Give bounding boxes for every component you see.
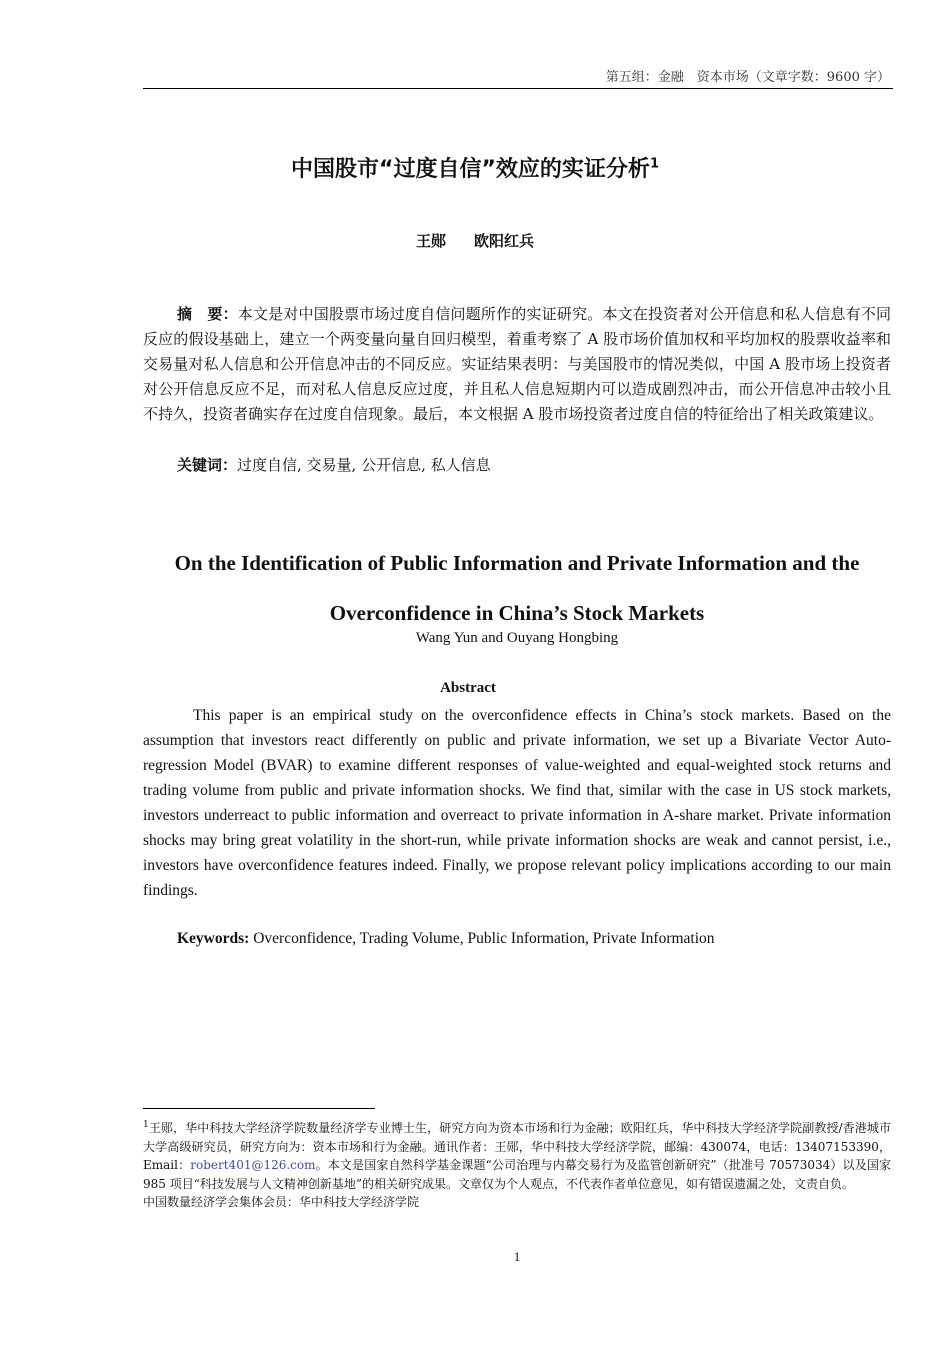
english-authors: Wang Yun and Ouyang Hongbing bbox=[415, 630, 619, 646]
english-keywords-text: Overconfidence, Trading Volume, Public Information, Private Information bbox=[253, 930, 715, 947]
abstract-label: 摘 要： bbox=[177, 305, 238, 323]
english-title: On the Identification of Public Information and Private Information and the Overconfidence in China’s Stock Markets bbox=[174, 551, 860, 625]
chinese-authors bbox=[0, 230, 950, 251]
author-1: 王郧 bbox=[415, 232, 446, 250]
chinese-title bbox=[0, 152, 950, 183]
english-keywords bbox=[177, 928, 715, 950]
running-header: 第五组：金融 资本市场（文章字数：9600 字） bbox=[605, 70, 890, 85]
english-abstract: This paper is an empirical study on the overconfidence effects in China’s stock markets. Based on the assumption that investors react differently on public and private information, we set up a Bivariate Vector Auto-regression Model (BVAR) to examine different responses of value-weighted and equal-weighted stock returns and trading volume from public and private information shocks. We find that, similar with the case in US stock markets, investors underreact to public information and overreact to private information in A-share market. Private information shocks may bring great volatility in the short-run, while private information shocks are weak and cannot persist, i.e., investors have overconfidence features indeed. Finally, we propose relevant policy implications according to our main findings. bbox=[143, 707, 891, 899]
abstract-text: 本文是对中国股票市场过度自信问题所作的实证研究。本文在投资者对公开信息和私人信息有不同反应的假设基础上，建立一个两变量向量自回归模型，着重考察了 A 股市场价值加权和平均加权的股票收益率和交易量对私人信息和公开信息冲击的不同反应。实证结果表明：与美国股市的情况类似，中国 A 股市场上投资者对公开信息反应不足，而对私人信息反应过度，并且私人信息短期内可以造成剧烈冲击，而公开信息冲击较小且不持久，投资者确实存在过度自信现象。最后，本文根据 A 股市场投资者过度自信的特征给出了相关政策建议。 bbox=[143, 305, 891, 423]
keywords-label: 关键词： bbox=[177, 456, 238, 474]
english-abstract-heading: Abstract bbox=[440, 680, 496, 696]
chinese-title-text: 中国股市“过度自信”效应的实证分析 bbox=[291, 157, 650, 182]
footnote-text: 王郧，华中科技大学经济学院数量经济学专业博士生，研究方向为资本市场和行为金融；欧阳红兵，华中科技大学经济学院副教授/香港城市大学高级研究员，研究方向为：资本市场和行为金融。通讯作者：王郧，华中科技大学经济学院，邮编：430074，电话：13407153390，Email： bbox=[143, 1121, 891, 1172]
footnote-text-continued: 。本文是国家自然科学基金课题“公司治理与内幕交易行为及监管创新研究”（批准号 70573034）以及国家 985 项目“科技发展与人文精神创新基地”的相关研究成果。文章仅为个人观点，不代表作者单位意见，如有错误遗漏之处，文责自负。 bbox=[143, 1158, 891, 1191]
email-link[interactable]: robert401@126.com bbox=[190, 1158, 316, 1172]
keywords-text: 过度自信, 交易量, 公开信息, 私人信息 bbox=[237, 456, 491, 474]
chinese-abstract bbox=[143, 302, 891, 427]
title-footnote-mark[interactable]: 1 bbox=[649, 156, 659, 172]
membership-note: 中国数量经济学会集体会员：华中科技大学经济学院 bbox=[143, 1195, 420, 1209]
page-number: 1 bbox=[513, 1249, 521, 1264]
footnote-mark: 1 bbox=[143, 1120, 149, 1130]
chinese-keywords bbox=[177, 453, 491, 478]
footnote bbox=[143, 1116, 891, 1212]
author-2: 欧阳红兵 bbox=[474, 232, 535, 250]
english-keywords-label: Keywords: bbox=[177, 930, 250, 947]
footnote-rule bbox=[143, 1108, 375, 1109]
header-rule bbox=[143, 88, 893, 89]
